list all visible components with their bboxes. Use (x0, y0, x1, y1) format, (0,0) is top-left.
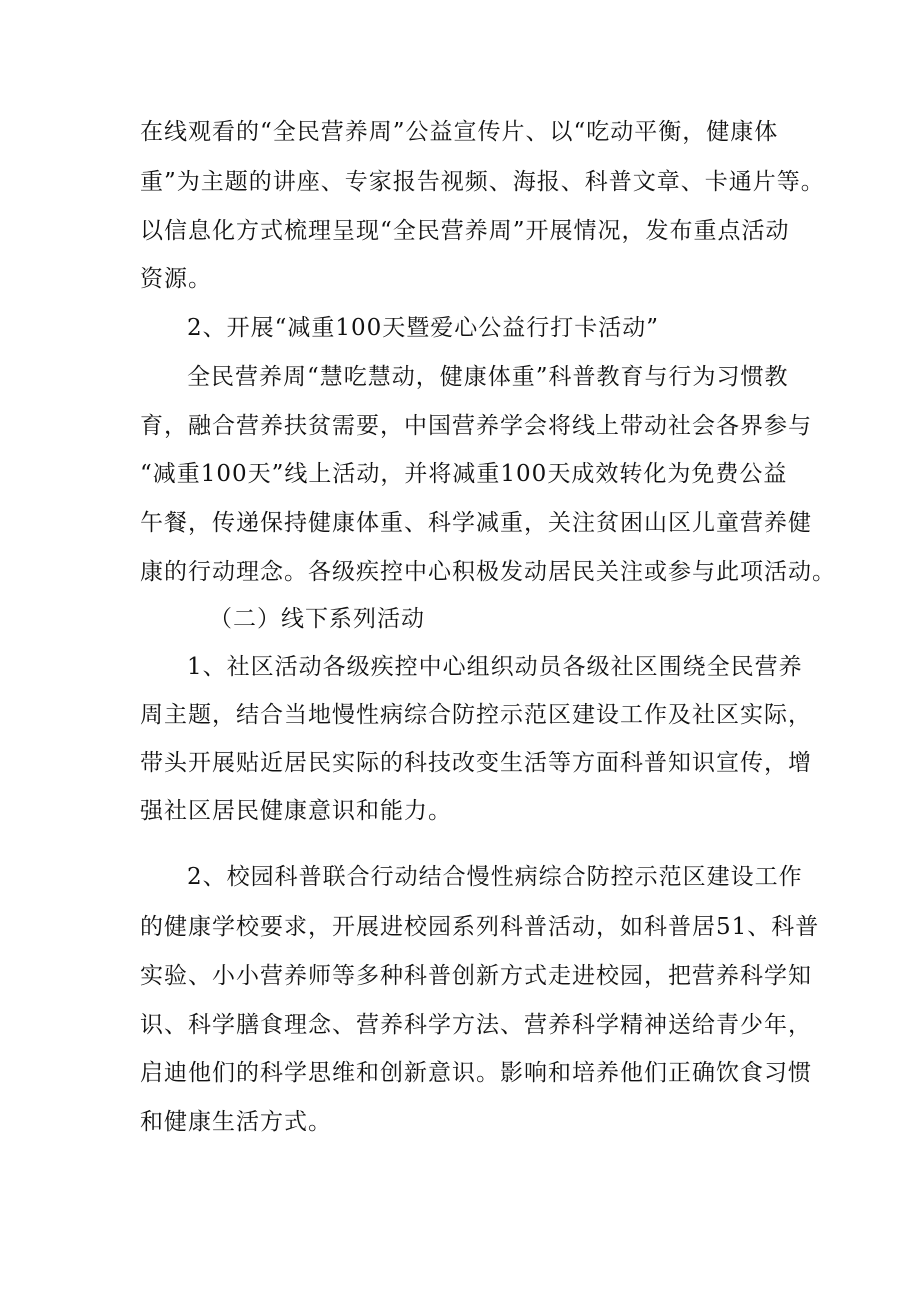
text-line: 实验、小小营养师等多种科普创新方式走进校园，把营养科学知 (140, 963, 812, 989)
text-line: 的健康学校要求，开展进校园系列科普活动，如科普居51、科普 (140, 914, 820, 940)
text-line: 强社区居民健康意识和能力。 (140, 798, 452, 824)
text-line: 周主题，结合当地慢性病综合防控示范区建设工作及社区实际， (140, 702, 812, 728)
text-line: 育，融合营养扶贫需要，中国营养学会将线上带动社会各界参与 (140, 413, 812, 439)
text-line: 在线观看的“全民营养周”公益宣传片、以“吃动平衡，健康体 (140, 119, 779, 145)
text-line: “减重100天”线上活动，并将减重100天成效转化为免费公益 (140, 461, 788, 487)
text-line: 2、校园科普联合行动结合慢性病综合防控示范区建设工作 (187, 864, 803, 890)
text-line: 启迪他们的科学思维和创新意识。影响和培养他们正确饮食习惯 (140, 1060, 812, 1086)
text-line: 和健康生活方式。 (140, 1109, 332, 1135)
text-line: 1、社区活动各级疾控中心组织动员各级社区围绕全民营养 (187, 654, 803, 680)
text-line: 午餐，传递保持健康体重、科学减重，关注贫困山区儿童营养健 (140, 510, 812, 536)
text-line: 重”为主题的讲座、专家报告视频、海报、科普文章、卡通片等。 (140, 169, 825, 195)
text-line: 以信息化方式梳理呈现“全民营养周”开展情况，发布重点活动 (140, 218, 790, 244)
text-line: 带头开展贴近居民实际的科技改变生活等方面科普知识宣传，增 (140, 750, 812, 776)
list-item-heading: 2、开展“减重100天暨爱心公益行打卡活动” (187, 315, 660, 341)
text-line: 资源。 (140, 266, 212, 292)
text-line: 全民营养周“慧吃慧动，健康体重”科普教育与行为习惯教 (187, 364, 789, 390)
section-heading: （二）线下系列活动 (209, 606, 425, 632)
text-line: 康的行动理念。各级疾控中心积极发动居民关注或参与此项活动。 (140, 559, 836, 585)
text-line: 识、科学膳食理念、营养科学方法、营养科学精神送给青少年， (140, 1012, 812, 1038)
